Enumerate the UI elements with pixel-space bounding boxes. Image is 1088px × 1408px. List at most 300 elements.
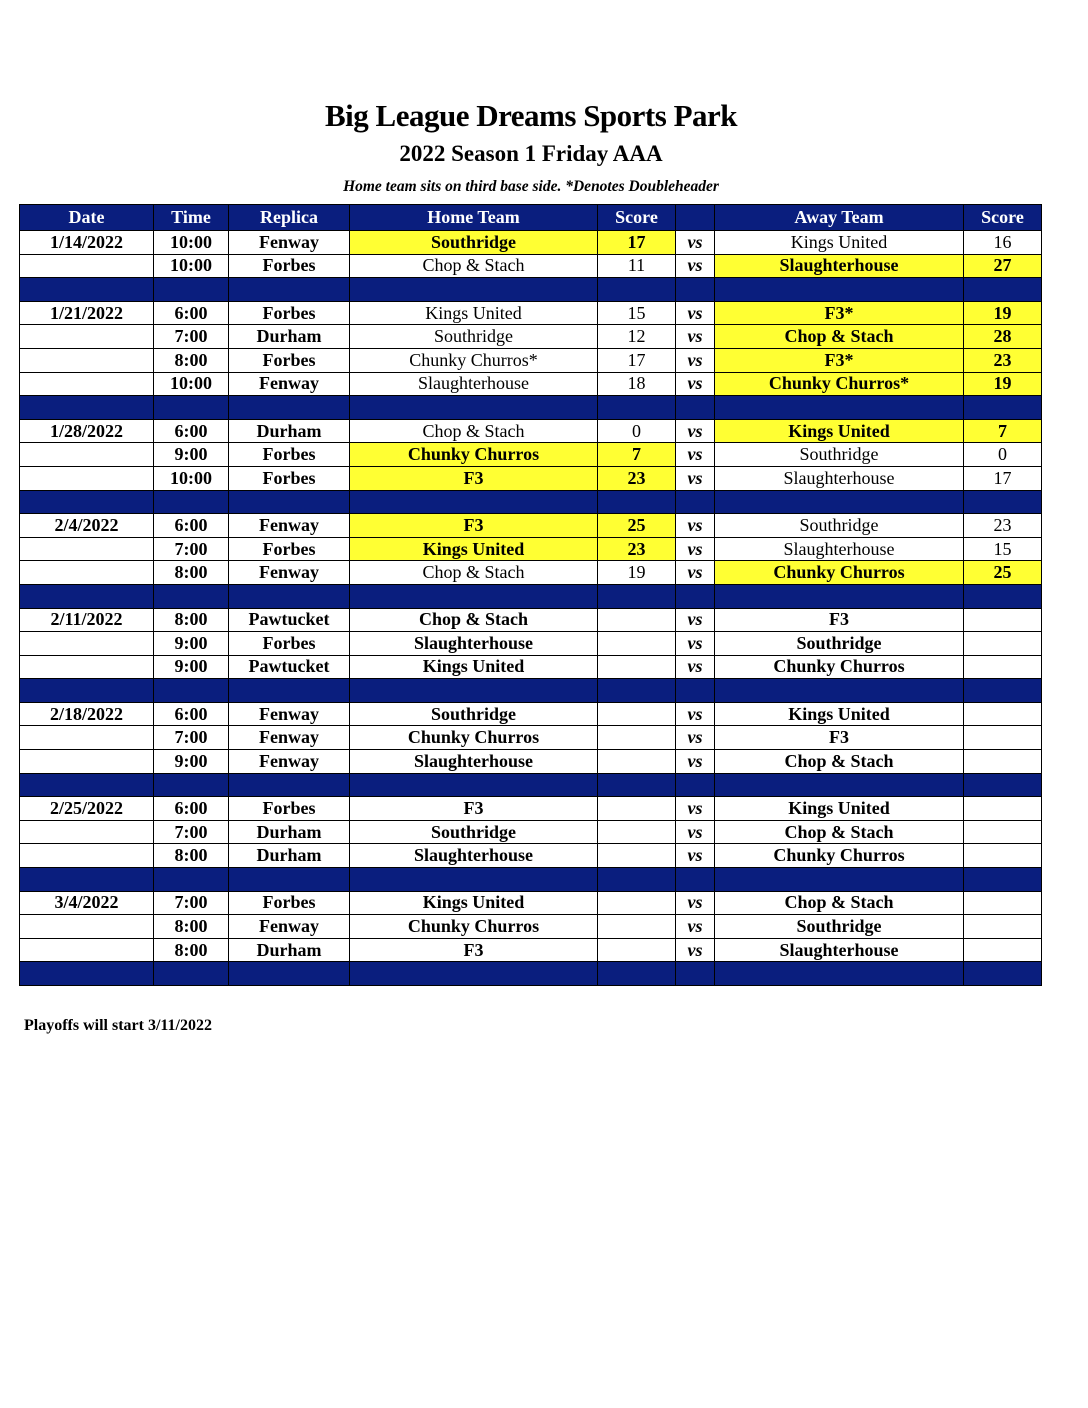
home-score	[598, 844, 676, 868]
away-team: Chunky Churros	[715, 844, 964, 868]
separator-cell	[154, 490, 229, 514]
game-date: 1/21/2022	[20, 301, 154, 325]
game-row	[20, 655, 1042, 679]
home-team: Chunky Churros	[350, 726, 598, 750]
home-score: 7	[598, 443, 676, 467]
week-separator-row	[20, 278, 1042, 302]
separator-cell	[964, 868, 1042, 892]
home-score: 11	[598, 254, 676, 278]
away-score: 23	[964, 348, 1042, 372]
separator-cell	[350, 396, 598, 420]
vs-label: vs	[676, 726, 715, 750]
away-score	[964, 938, 1042, 962]
game-time: 8:00	[154, 844, 229, 868]
game-row	[20, 301, 1042, 325]
home-team: Chunky Churros	[350, 915, 598, 939]
home-score	[598, 797, 676, 821]
separator-cell	[350, 278, 598, 302]
home-team: Kings United	[350, 537, 598, 561]
away-team: Southridge	[715, 443, 964, 467]
game-date	[20, 915, 154, 939]
game-time: 9:00	[154, 632, 229, 656]
game-time: 8:00	[154, 915, 229, 939]
doubleheader-note: Home team sits on third base side. *Denotes Doubleheader	[343, 178, 719, 195]
away-team: Southridge	[715, 514, 964, 538]
separator-cell	[676, 679, 715, 703]
away-team: Kings United	[715, 797, 964, 821]
col-header-replica: Replica	[229, 205, 350, 231]
game-time: 8:00	[154, 938, 229, 962]
week-separator-row	[20, 868, 1042, 892]
vs-label: vs	[676, 702, 715, 726]
separator-cell	[20, 584, 154, 608]
game-row	[20, 726, 1042, 750]
game-date	[20, 632, 154, 656]
separator-cell	[715, 868, 964, 892]
separator-cell	[598, 278, 676, 302]
away-team: Slaughterhouse	[715, 537, 964, 561]
separator-cell	[598, 584, 676, 608]
separator-cell	[598, 773, 676, 797]
game-row	[20, 820, 1042, 844]
separator-cell	[964, 490, 1042, 514]
home-team: Kings United	[350, 655, 598, 679]
game-replica: Durham	[229, 419, 350, 443]
home-score: 0	[598, 419, 676, 443]
game-date	[20, 655, 154, 679]
away-team: Chop & Stach	[715, 325, 964, 349]
away-team: F3	[715, 726, 964, 750]
game-time: 10:00	[154, 372, 229, 396]
separator-cell	[154, 584, 229, 608]
separator-cell	[676, 490, 715, 514]
game-time: 6:00	[154, 514, 229, 538]
game-date	[20, 750, 154, 774]
away-score	[964, 844, 1042, 868]
game-row	[20, 632, 1042, 656]
separator-cell	[229, 773, 350, 797]
game-row	[20, 537, 1042, 561]
separator-cell	[229, 962, 350, 986]
game-date	[20, 844, 154, 868]
game-replica: Durham	[229, 820, 350, 844]
game-row	[20, 254, 1042, 278]
game-replica: Fenway	[229, 750, 350, 774]
away-score: 19	[964, 301, 1042, 325]
separator-cell	[676, 773, 715, 797]
separator-cell	[676, 278, 715, 302]
game-time: 7:00	[154, 726, 229, 750]
home-team: Chop & Stach	[350, 608, 598, 632]
game-time: 7:00	[154, 891, 229, 915]
game-replica: Forbes	[229, 537, 350, 561]
game-date	[20, 325, 154, 349]
game-replica: Durham	[229, 325, 350, 349]
game-row	[20, 231, 1042, 255]
col-header-away-score: Score	[964, 205, 1042, 231]
game-row	[20, 443, 1042, 467]
away-team: Southridge	[715, 632, 964, 656]
game-date	[20, 254, 154, 278]
home-team: F3	[350, 466, 598, 490]
page-subtitle: 2022 Season 1 Friday AAA	[399, 141, 663, 166]
game-time: 10:00	[154, 231, 229, 255]
vs-label: vs	[676, 608, 715, 632]
game-replica: Forbes	[229, 466, 350, 490]
vs-label: vs	[676, 443, 715, 467]
away-score	[964, 632, 1042, 656]
separator-cell	[676, 584, 715, 608]
separator-cell	[715, 962, 964, 986]
away-score	[964, 915, 1042, 939]
week-separator-row	[20, 679, 1042, 703]
away-score: 23	[964, 514, 1042, 538]
col-header-away-team: Away Team	[715, 205, 964, 231]
home-score	[598, 632, 676, 656]
separator-cell	[598, 679, 676, 703]
separator-cell	[20, 868, 154, 892]
home-team: Chunky Churros	[350, 443, 598, 467]
vs-label: vs	[676, 938, 715, 962]
game-time: 6:00	[154, 702, 229, 726]
game-time: 6:00	[154, 419, 229, 443]
game-replica: Pawtucket	[229, 608, 350, 632]
game-time: 10:00	[154, 466, 229, 490]
game-replica: Forbes	[229, 797, 350, 821]
separator-cell	[20, 278, 154, 302]
game-date	[20, 443, 154, 467]
vs-label: vs	[676, 655, 715, 679]
game-time: 9:00	[154, 443, 229, 467]
game-time: 7:00	[154, 537, 229, 561]
game-time: 6:00	[154, 797, 229, 821]
separator-cell	[964, 679, 1042, 703]
separator-cell	[154, 773, 229, 797]
game-time: 10:00	[154, 254, 229, 278]
home-team: Slaughterhouse	[350, 750, 598, 774]
home-team: Kings United	[350, 891, 598, 915]
home-score: 25	[598, 514, 676, 538]
vs-label: vs	[676, 466, 715, 490]
game-time: 7:00	[154, 820, 229, 844]
home-score: 18	[598, 372, 676, 396]
home-score: 23	[598, 466, 676, 490]
away-team: Kings United	[715, 231, 964, 255]
separator-cell	[350, 868, 598, 892]
game-replica: Forbes	[229, 301, 350, 325]
away-team: Southridge	[715, 915, 964, 939]
playoffs-note: Playoffs will start 3/11/2022	[24, 1017, 212, 1034]
home-team: Chop & Stach	[350, 561, 598, 585]
vs-label: vs	[676, 797, 715, 821]
home-team: Southridge	[350, 702, 598, 726]
separator-cell	[154, 396, 229, 420]
separator-cell	[154, 679, 229, 703]
game-date	[20, 820, 154, 844]
separator-cell	[229, 278, 350, 302]
game-row	[20, 325, 1042, 349]
game-time: 7:00	[154, 325, 229, 349]
away-team: F3	[715, 608, 964, 632]
game-replica: Fenway	[229, 372, 350, 396]
separator-cell	[598, 396, 676, 420]
separator-cell	[598, 868, 676, 892]
away-score	[964, 891, 1042, 915]
game-date: 3/4/2022	[20, 891, 154, 915]
separator-cell	[964, 962, 1042, 986]
away-team: Chop & Stach	[715, 891, 964, 915]
game-row	[20, 419, 1042, 443]
vs-label: vs	[676, 537, 715, 561]
game-date	[20, 348, 154, 372]
game-row	[20, 561, 1042, 585]
vs-label: vs	[676, 325, 715, 349]
vs-label: vs	[676, 254, 715, 278]
separator-cell	[229, 679, 350, 703]
away-team: Slaughterhouse	[715, 254, 964, 278]
separator-cell	[676, 396, 715, 420]
game-date: 2/25/2022	[20, 797, 154, 821]
separator-cell	[20, 773, 154, 797]
game-date	[20, 537, 154, 561]
col-header-date: Date	[20, 205, 154, 231]
game-replica: Fenway	[229, 514, 350, 538]
home-score	[598, 820, 676, 844]
away-team: F3*	[715, 301, 964, 325]
separator-cell	[229, 584, 350, 608]
away-score	[964, 750, 1042, 774]
separator-cell	[350, 962, 598, 986]
home-score	[598, 726, 676, 750]
separator-cell	[715, 490, 964, 514]
game-replica: Durham	[229, 938, 350, 962]
separator-cell	[154, 278, 229, 302]
game-date	[20, 372, 154, 396]
game-replica: Fenway	[229, 726, 350, 750]
away-team: Chunky Churros*	[715, 372, 964, 396]
separator-cell	[598, 490, 676, 514]
game-time: 9:00	[154, 655, 229, 679]
game-date	[20, 561, 154, 585]
away-score: 16	[964, 231, 1042, 255]
home-score	[598, 915, 676, 939]
game-time: 6:00	[154, 301, 229, 325]
away-score	[964, 702, 1042, 726]
game-row	[20, 915, 1042, 939]
away-score: 7	[964, 419, 1042, 443]
separator-cell	[350, 773, 598, 797]
game-replica: Forbes	[229, 443, 350, 467]
home-score	[598, 750, 676, 774]
game-replica: Fenway	[229, 231, 350, 255]
home-score: 19	[598, 561, 676, 585]
game-row	[20, 514, 1042, 538]
game-replica: Fenway	[229, 702, 350, 726]
week-separator-row	[20, 490, 1042, 514]
away-team: F3*	[715, 348, 964, 372]
home-score: 23	[598, 537, 676, 561]
away-score: 27	[964, 254, 1042, 278]
home-team: Slaughterhouse	[350, 632, 598, 656]
game-date: 2/4/2022	[20, 514, 154, 538]
home-team: F3	[350, 514, 598, 538]
separator-cell	[964, 584, 1042, 608]
separator-cell	[20, 962, 154, 986]
col-header-time: Time	[154, 205, 229, 231]
separator-cell	[350, 679, 598, 703]
home-team: Kings United	[350, 301, 598, 325]
game-replica: Durham	[229, 844, 350, 868]
vs-label: vs	[676, 301, 715, 325]
separator-cell	[350, 584, 598, 608]
vs-label: vs	[676, 750, 715, 774]
separator-cell	[20, 396, 154, 420]
vs-label: vs	[676, 419, 715, 443]
away-team: Chunky Churros	[715, 561, 964, 585]
away-team: Chop & Stach	[715, 750, 964, 774]
vs-label: vs	[676, 514, 715, 538]
away-score: 19	[964, 372, 1042, 396]
game-row	[20, 702, 1042, 726]
vs-label: vs	[676, 632, 715, 656]
separator-cell	[715, 584, 964, 608]
page-title: Big League Dreams Sports Park	[324, 98, 738, 133]
week-separator-row	[20, 584, 1042, 608]
home-team: Chunky Churros*	[350, 348, 598, 372]
game-replica: Forbes	[229, 254, 350, 278]
game-replica: Pawtucket	[229, 655, 350, 679]
home-score	[598, 702, 676, 726]
home-score	[598, 891, 676, 915]
week-separator-row	[20, 396, 1042, 420]
separator-cell	[964, 396, 1042, 420]
away-team: Kings United	[715, 419, 964, 443]
home-score	[598, 655, 676, 679]
game-time: 9:00	[154, 750, 229, 774]
away-team: Chunky Churros	[715, 655, 964, 679]
home-team: F3	[350, 797, 598, 821]
col-header-home-score: Score	[598, 205, 676, 231]
vs-label: vs	[676, 561, 715, 585]
game-row	[20, 797, 1042, 821]
vs-label: vs	[676, 844, 715, 868]
away-score	[964, 726, 1042, 750]
vs-label: vs	[676, 915, 715, 939]
away-score	[964, 797, 1042, 821]
schedule-header-row	[20, 205, 1042, 231]
home-score: 17	[598, 231, 676, 255]
away-team: Slaughterhouse	[715, 938, 964, 962]
away-score	[964, 655, 1042, 679]
separator-cell	[20, 490, 154, 514]
home-team: Southridge	[350, 820, 598, 844]
vs-label: vs	[676, 348, 715, 372]
separator-cell	[154, 962, 229, 986]
home-score	[598, 938, 676, 962]
separator-cell	[350, 490, 598, 514]
game-replica: Forbes	[229, 348, 350, 372]
away-score: 17	[964, 466, 1042, 490]
vs-label: vs	[676, 231, 715, 255]
away-score: 28	[964, 325, 1042, 349]
game-row	[20, 844, 1042, 868]
game-time: 8:00	[154, 608, 229, 632]
game-row	[20, 891, 1042, 915]
home-score: 17	[598, 348, 676, 372]
vs-label: vs	[676, 372, 715, 396]
home-score: 15	[598, 301, 676, 325]
separator-cell	[715, 396, 964, 420]
game-time: 8:00	[154, 561, 229, 585]
game-replica: Forbes	[229, 632, 350, 656]
game-row	[20, 608, 1042, 632]
separator-cell	[715, 278, 964, 302]
game-time: 8:00	[154, 348, 229, 372]
home-team: Chop & Stach	[350, 254, 598, 278]
home-team: Southridge	[350, 325, 598, 349]
schedule-table	[19, 204, 1042, 986]
vs-label: vs	[676, 820, 715, 844]
home-score	[598, 608, 676, 632]
away-team: Kings United	[715, 702, 964, 726]
game-row	[20, 938, 1042, 962]
separator-cell	[715, 773, 964, 797]
game-date	[20, 466, 154, 490]
game-row	[20, 348, 1042, 372]
away-score: 25	[964, 561, 1042, 585]
home-team: Chop & Stach	[350, 419, 598, 443]
game-date: 1/14/2022	[20, 231, 154, 255]
game-date	[20, 726, 154, 750]
separator-cell	[964, 773, 1042, 797]
game-replica: Fenway	[229, 915, 350, 939]
home-team: Slaughterhouse	[350, 372, 598, 396]
game-replica: Fenway	[229, 561, 350, 585]
away-team: Chop & Stach	[715, 820, 964, 844]
vs-label: vs	[676, 891, 715, 915]
away-score	[964, 820, 1042, 844]
away-score: 15	[964, 537, 1042, 561]
home-team: F3	[350, 938, 598, 962]
col-header-home-team: Home Team	[350, 205, 598, 231]
home-score: 12	[598, 325, 676, 349]
separator-cell	[676, 962, 715, 986]
away-score	[964, 608, 1042, 632]
home-team: Slaughterhouse	[350, 844, 598, 868]
away-score: 0	[964, 443, 1042, 467]
game-date: 2/11/2022	[20, 608, 154, 632]
away-team: Slaughterhouse	[715, 466, 964, 490]
separator-cell	[715, 679, 964, 703]
separator-cell	[229, 396, 350, 420]
separator-cell	[676, 868, 715, 892]
game-row	[20, 466, 1042, 490]
col-header-vs	[676, 205, 715, 231]
separator-cell	[20, 679, 154, 703]
game-replica: Forbes	[229, 891, 350, 915]
game-date: 1/28/2022	[20, 419, 154, 443]
separator-cell	[229, 868, 350, 892]
week-separator-row	[20, 962, 1042, 986]
week-separator-row	[20, 773, 1042, 797]
home-team: Southridge	[350, 231, 598, 255]
separator-cell	[154, 868, 229, 892]
game-date: 2/18/2022	[20, 702, 154, 726]
schedule-body	[20, 231, 1042, 986]
separator-cell	[964, 278, 1042, 302]
game-row	[20, 372, 1042, 396]
separator-cell	[229, 490, 350, 514]
